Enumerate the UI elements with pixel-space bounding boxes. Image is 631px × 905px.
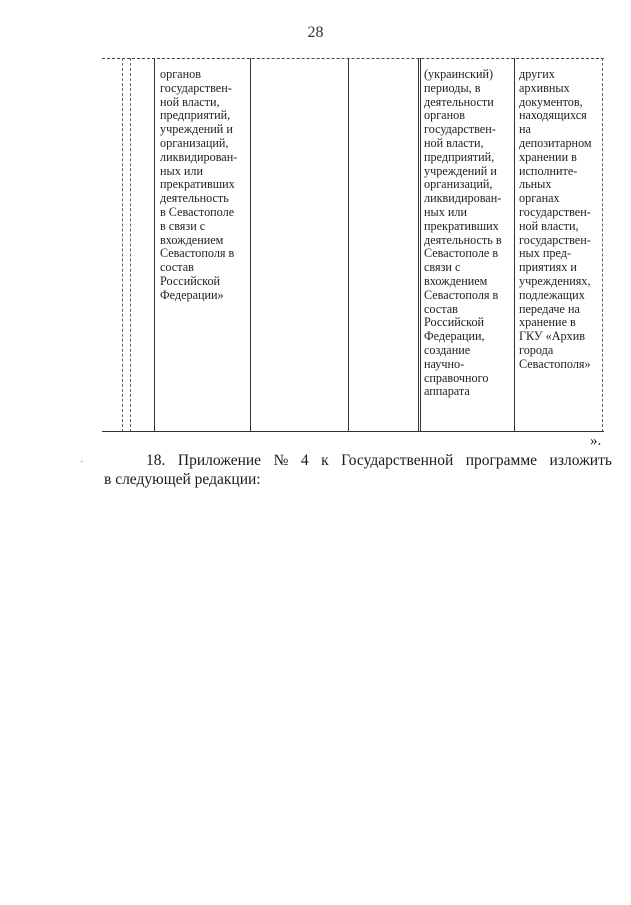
- cell-line: передаче на: [519, 301, 580, 316]
- cell-line: создание: [424, 342, 471, 357]
- cell-line: вхождением: [424, 273, 488, 288]
- cell-line: хранении в: [519, 149, 577, 164]
- cell-line: ГКУ «Архив: [519, 329, 585, 344]
- cell-line: приятиях и: [519, 260, 577, 275]
- closing-quote: ».: [590, 433, 602, 449]
- cell-line: справочного: [424, 370, 489, 385]
- cell-line: в связи с: [160, 218, 206, 233]
- cell-line: предприятий,: [160, 108, 231, 123]
- table-column-divider: [250, 58, 251, 432]
- table-cell-result-description: [519, 68, 592, 372]
- cell-line: льных: [519, 177, 552, 192]
- table-column-divider: [154, 58, 155, 432]
- cell-line: документов,: [519, 94, 583, 109]
- cell-line: деятельности: [424, 94, 494, 109]
- cell-line: архивных: [519, 80, 570, 95]
- cell-line: ной власти,: [519, 218, 579, 233]
- cell-line: учреждений и: [424, 163, 497, 178]
- cell-line: государствен-: [424, 122, 496, 137]
- cell-line: ной власти,: [160, 94, 220, 109]
- cell-line: органов: [160, 67, 201, 81]
- cell-line: на: [519, 122, 531, 137]
- cell-line: прекративших: [424, 218, 499, 233]
- page-number: 28: [307, 24, 324, 41]
- table-column-divider: [348, 58, 349, 432]
- cell-line: Федерации»: [160, 287, 224, 302]
- table-column-divider: [514, 58, 515, 432]
- table-column-divider: [130, 58, 131, 432]
- table-cell-executor-description: [160, 68, 237, 303]
- cell-line: организаций,: [160, 135, 229, 150]
- cell-line: учреждений и: [160, 122, 233, 137]
- cell-line: депозитарном: [519, 135, 592, 150]
- cell-line: Севастополя в: [424, 287, 499, 302]
- margin-dot: ·: [80, 457, 84, 468]
- cell-line: Севастополя в: [160, 246, 235, 261]
- program-table-fragment: [102, 58, 604, 432]
- paragraph-word: программе: [465, 452, 538, 469]
- table-top-border: [102, 58, 604, 59]
- paragraph-word: к: [321, 452, 329, 469]
- cell-line: других: [519, 67, 555, 81]
- cell-line: учреждениях,: [519, 273, 591, 288]
- cell-line: прекративших: [160, 177, 235, 192]
- cell-line: (украинский): [424, 67, 494, 81]
- cell-line: ных или: [424, 204, 467, 219]
- paragraph-first-line: [104, 451, 612, 470]
- cell-line: исполните-: [519, 163, 578, 178]
- cell-line: вхождением: [160, 232, 224, 247]
- cell-line: подлежащих: [519, 287, 585, 302]
- cell-line: ных пред-: [519, 246, 571, 261]
- cell-line: ликвидирован-: [424, 191, 502, 206]
- cell-line: деятельность в: [424, 232, 502, 247]
- cell-line: органах: [519, 191, 560, 206]
- cell-line: связи с: [424, 260, 461, 275]
- paragraph-word: 4: [300, 452, 309, 469]
- cell-line: хранение в: [519, 315, 576, 330]
- cell-line: Севастополе в: [424, 246, 499, 261]
- cell-line: Федерации,: [424, 329, 485, 344]
- cell-line: в Севастополе: [160, 204, 235, 219]
- cell-line: организаций,: [424, 177, 493, 192]
- cell-line: государствен-: [519, 232, 591, 247]
- cell-line: аппарата: [424, 384, 470, 399]
- cell-line: ных или: [160, 163, 203, 178]
- cell-line: ной власти,: [424, 135, 484, 150]
- cell-line: научно-: [424, 356, 465, 371]
- cell-line: органов: [424, 108, 465, 123]
- cell-line: периоды, в: [424, 80, 481, 95]
- paragraph-word: изложить: [549, 452, 612, 469]
- paragraph-word: Приложение: [177, 452, 262, 469]
- amendment-paragraph: [104, 451, 612, 489]
- paragraph-word: №: [273, 452, 289, 469]
- cell-line: Севастополя»: [519, 356, 591, 371]
- table-bottom-border: [102, 431, 604, 432]
- paragraph-second-line: в следующей редакции:: [104, 471, 261, 488]
- cell-line: Российской: [424, 315, 485, 330]
- cell-line: Российской: [160, 273, 221, 288]
- table-cell-task-description: [424, 68, 502, 399]
- table-column-divider: [418, 58, 419, 432]
- cell-line: государствен-: [519, 204, 591, 219]
- paragraph-word: Государственной: [341, 452, 454, 469]
- cell-line: государствен-: [160, 80, 232, 95]
- table-column-divider: [420, 58, 421, 432]
- cell-line: ликвидирован-: [160, 149, 238, 164]
- paragraph-word: 18.: [146, 452, 166, 469]
- cell-line: находящихся: [519, 108, 587, 123]
- cell-line: состав: [160, 260, 194, 275]
- table-column-divider: [602, 58, 603, 432]
- cell-line: предприятий,: [424, 149, 495, 164]
- table-column-divider: [122, 58, 123, 432]
- cell-line: состав: [424, 301, 458, 316]
- cell-line: города: [519, 342, 554, 357]
- cell-line: деятельность: [160, 191, 229, 206]
